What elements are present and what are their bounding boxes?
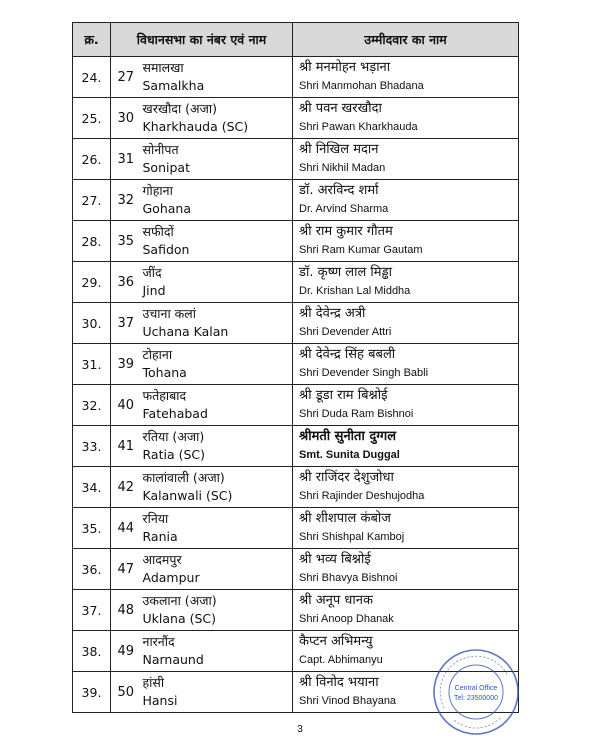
constituency-name-hindi: उचाना कलां — [142, 306, 196, 321]
table-row — [73, 98, 519, 139]
constituency-number: 39 — [111, 344, 141, 385]
header-sr: क्र. — [73, 23, 111, 57]
page-number: 3 — [297, 724, 303, 735]
table-row — [73, 139, 519, 180]
candidate-name-hindi: श्री मनमोहन भड़ाना — [299, 60, 391, 75]
candidate-name-english: Dr. Arvind Sharma — [299, 203, 389, 215]
constituency-name — [141, 549, 293, 590]
constituency-name-english: Sonipat — [142, 160, 190, 175]
table-row — [73, 303, 519, 344]
constituency-name-english: Gohana — [142, 201, 191, 216]
header-constituency: विधानसभा का नंबर एवं नाम — [111, 23, 293, 57]
constituency-name — [141, 590, 293, 631]
serial-number: 35. — [73, 508, 111, 549]
constituency-name-english: Rania — [142, 529, 178, 544]
constituency-name — [141, 98, 293, 139]
table-row — [73, 180, 519, 221]
constituency-name-hindi: हांसी — [142, 675, 165, 690]
candidate-name-english: Shri Ram Kumar Gautam — [299, 244, 423, 256]
constituency-number: 36 — [111, 262, 141, 303]
table-row — [73, 508, 519, 549]
candidate-name-hindi: कैप्टन अभिमन्यु — [299, 634, 373, 649]
candidate-name — [293, 221, 519, 262]
constituency-name — [141, 303, 293, 344]
serial-number: 38. — [73, 631, 111, 672]
candidate-name-english: Capt. Abhimanyu — [299, 654, 383, 666]
table-row — [73, 221, 519, 262]
stamp-line-2: Tel: 23500000 — [454, 695, 498, 702]
constituency-name — [141, 139, 293, 180]
table-row — [73, 385, 519, 426]
constituency-name-english: Samalkha — [142, 78, 205, 93]
constituency-number: 40 — [111, 385, 141, 426]
stamp-line-1: Central Office — [454, 685, 498, 692]
candidate-name-english: Shri Rajinder Deshujodha — [299, 490, 425, 502]
candidate-name-english: Shri Pawan Kharkhauda — [299, 121, 418, 133]
constituency-name-english: Adampur — [142, 570, 200, 585]
constituency-name-hindi: नारनौंद — [142, 634, 175, 649]
candidate-name-hindi: श्री देवेन्द्र सिंह बबली — [299, 347, 396, 362]
candidate-name-hindi: श्री भव्य बिश्नोई — [299, 552, 371, 567]
constituency-name-hindi: समालखा — [142, 60, 184, 75]
candidate-name — [293, 262, 519, 303]
constituency-number: 41 — [111, 426, 141, 467]
serial-number: 39. — [73, 672, 111, 713]
serial-number: 31. — [73, 344, 111, 385]
candidate-name — [293, 303, 519, 344]
constituency-name — [141, 385, 293, 426]
constituency-number: 37 — [111, 303, 141, 344]
constituency-name-english: Uklana (SC) — [142, 611, 216, 626]
constituency-name-english: Kalanwali (SC) — [142, 488, 233, 503]
constituency-name-english: Narnaund — [142, 652, 204, 667]
serial-number: 29. — [73, 262, 111, 303]
candidate-name-english: Shri Devender Singh Babli — [299, 367, 429, 379]
candidate-name — [293, 180, 519, 221]
constituency-number: 49 — [111, 631, 141, 672]
constituency-name-hindi: रनिया — [142, 511, 169, 526]
constituency-name-hindi: सफीदों — [142, 224, 174, 239]
candidate-name-hindi: श्री अनूप धानक — [299, 593, 373, 608]
constituency-number: 32 — [111, 180, 141, 221]
constituency-name-english: Safidon — [142, 242, 190, 257]
constituency-name — [141, 262, 293, 303]
constituency-name-hindi: टोहाना — [142, 347, 173, 362]
constituency-name — [141, 344, 293, 385]
serial-number: 37. — [73, 590, 111, 631]
candidate-name — [293, 590, 519, 631]
constituency-number: 35 — [111, 221, 141, 262]
constituency-name-english: Uchana Kalan — [142, 324, 229, 339]
candidate-name — [293, 139, 519, 180]
constituency-number: 42 — [111, 467, 141, 508]
constituency-name-hindi: उकलाना (अजा) — [142, 593, 217, 608]
candidate-name-hindi: श्री राजिंदर देशुजोधा — [299, 470, 394, 485]
candidate-name — [293, 426, 519, 467]
candidate-name — [293, 508, 519, 549]
header-candidate: उम्मीदवार का नाम — [293, 23, 519, 57]
constituency-name — [141, 631, 293, 672]
constituency-name — [141, 467, 293, 508]
table-row — [73, 344, 519, 385]
constituency-name — [141, 426, 293, 467]
constituency-name — [141, 508, 293, 549]
table-row — [73, 262, 519, 303]
serial-number: 30. — [73, 303, 111, 344]
candidate-table — [72, 22, 519, 713]
candidate-name-hindi: श्री निखिल मदान — [299, 142, 379, 157]
candidate-name-english: Shri Anoop Dhanak — [299, 613, 394, 625]
constituency-name — [141, 57, 293, 98]
constituency-name-english: Jind — [142, 283, 166, 298]
constituency-name-hindi: रतिया (अजा) — [142, 429, 205, 444]
constituency-number: 44 — [111, 508, 141, 549]
candidate-name — [293, 98, 519, 139]
serial-number: 34. — [73, 467, 111, 508]
constituency-name — [141, 180, 293, 221]
candidate-name-english: Shri Shishpal Kamboj — [299, 531, 405, 543]
serial-number: 28. — [73, 221, 111, 262]
constituency-number: 30 — [111, 98, 141, 139]
serial-number: 36. — [73, 549, 111, 590]
candidate-name-hindi: श्री विनोद भयाना — [299, 675, 379, 690]
constituency-name-english: Fatehabad — [142, 406, 208, 421]
candidate-name-hindi: श्री शीशपाल कंबोज — [299, 511, 391, 526]
table-row — [73, 549, 519, 590]
serial-number: 33. — [73, 426, 111, 467]
candidate-name-hindi: श्रीमती सुनीता दुग्गल — [299, 429, 397, 444]
candidate-name — [293, 467, 519, 508]
candidate-name — [293, 344, 519, 385]
constituency-name-english: Hansi — [142, 693, 178, 708]
table-row — [73, 467, 519, 508]
candidate-name-hindi: श्री राम कुमार गौतम — [299, 224, 393, 239]
candidate-name-english: Smt. Sunita Duggal — [299, 449, 400, 461]
constituency-name-english: Ratia (SC) — [142, 447, 205, 462]
table-row — [73, 426, 519, 467]
constituency-name-english: Tohana — [142, 365, 187, 380]
serial-number: 27. — [73, 180, 111, 221]
serial-number: 26. — [73, 139, 111, 180]
constituency-name-english: Kharkhauda (SC) — [142, 119, 249, 134]
candidate-name-english: Shri Nikhil Madan — [299, 162, 386, 174]
candidate-name-english: Shri Devender Attri — [299, 326, 392, 338]
candidate-name-english: Dr. Krishan Lal Middha — [299, 285, 411, 297]
constituency-name — [141, 672, 293, 713]
candidate-name-hindi: डॉ. कृष्ण लाल मिड्ढा — [299, 265, 392, 280]
constituency-number: 27 — [111, 57, 141, 98]
constituency-number: 31 — [111, 139, 141, 180]
serial-number: 25. — [73, 98, 111, 139]
constituency-number: 48 — [111, 590, 141, 631]
constituency-name-hindi: जींद — [142, 265, 162, 280]
table-row — [73, 590, 519, 631]
candidate-name — [293, 385, 519, 426]
constituency-name-hindi: गोहाना — [142, 183, 173, 198]
candidate-name — [293, 57, 519, 98]
candidate-name-english: Shri Manmohan Bhadana — [299, 80, 424, 92]
candidate-name-hindi: श्री डूडा राम बिश्नोई — [299, 388, 388, 403]
candidate-name-english: Shri Bhavya Bishnoi — [299, 572, 398, 584]
table-body — [73, 57, 519, 713]
constituency-name-hindi: आदमपुर — [142, 552, 182, 567]
constituency-name-hindi: कालांवाली (अजा) — [142, 470, 225, 485]
candidate-name-english: Shri Duda Ram Bishnoi — [299, 408, 414, 420]
constituency-number: 47 — [111, 549, 141, 590]
table-row — [73, 57, 519, 98]
candidate-name — [293, 549, 519, 590]
candidate-name-english: Shri Vinod Bhayana — [299, 695, 397, 707]
serial-number: 32. — [73, 385, 111, 426]
constituency-name — [141, 221, 293, 262]
serial-number: 24. — [73, 57, 111, 98]
constituency-name-hindi: फतेहाबाद — [142, 388, 187, 403]
candidate-name-hindi: श्री देवेन्द्र अत्री — [299, 306, 366, 321]
candidate-name-hindi: डॉ. अरविन्द शर्मा — [299, 183, 379, 198]
constituency-name-hindi: खरखौदा (अजा) — [142, 101, 217, 116]
constituency-name-hindi: सोनीपत — [142, 142, 179, 157]
constituency-number: 50 — [111, 672, 141, 713]
table-header-row — [73, 23, 519, 57]
candidate-name-hindi: श्री पवन खरखौदा — [299, 101, 382, 116]
